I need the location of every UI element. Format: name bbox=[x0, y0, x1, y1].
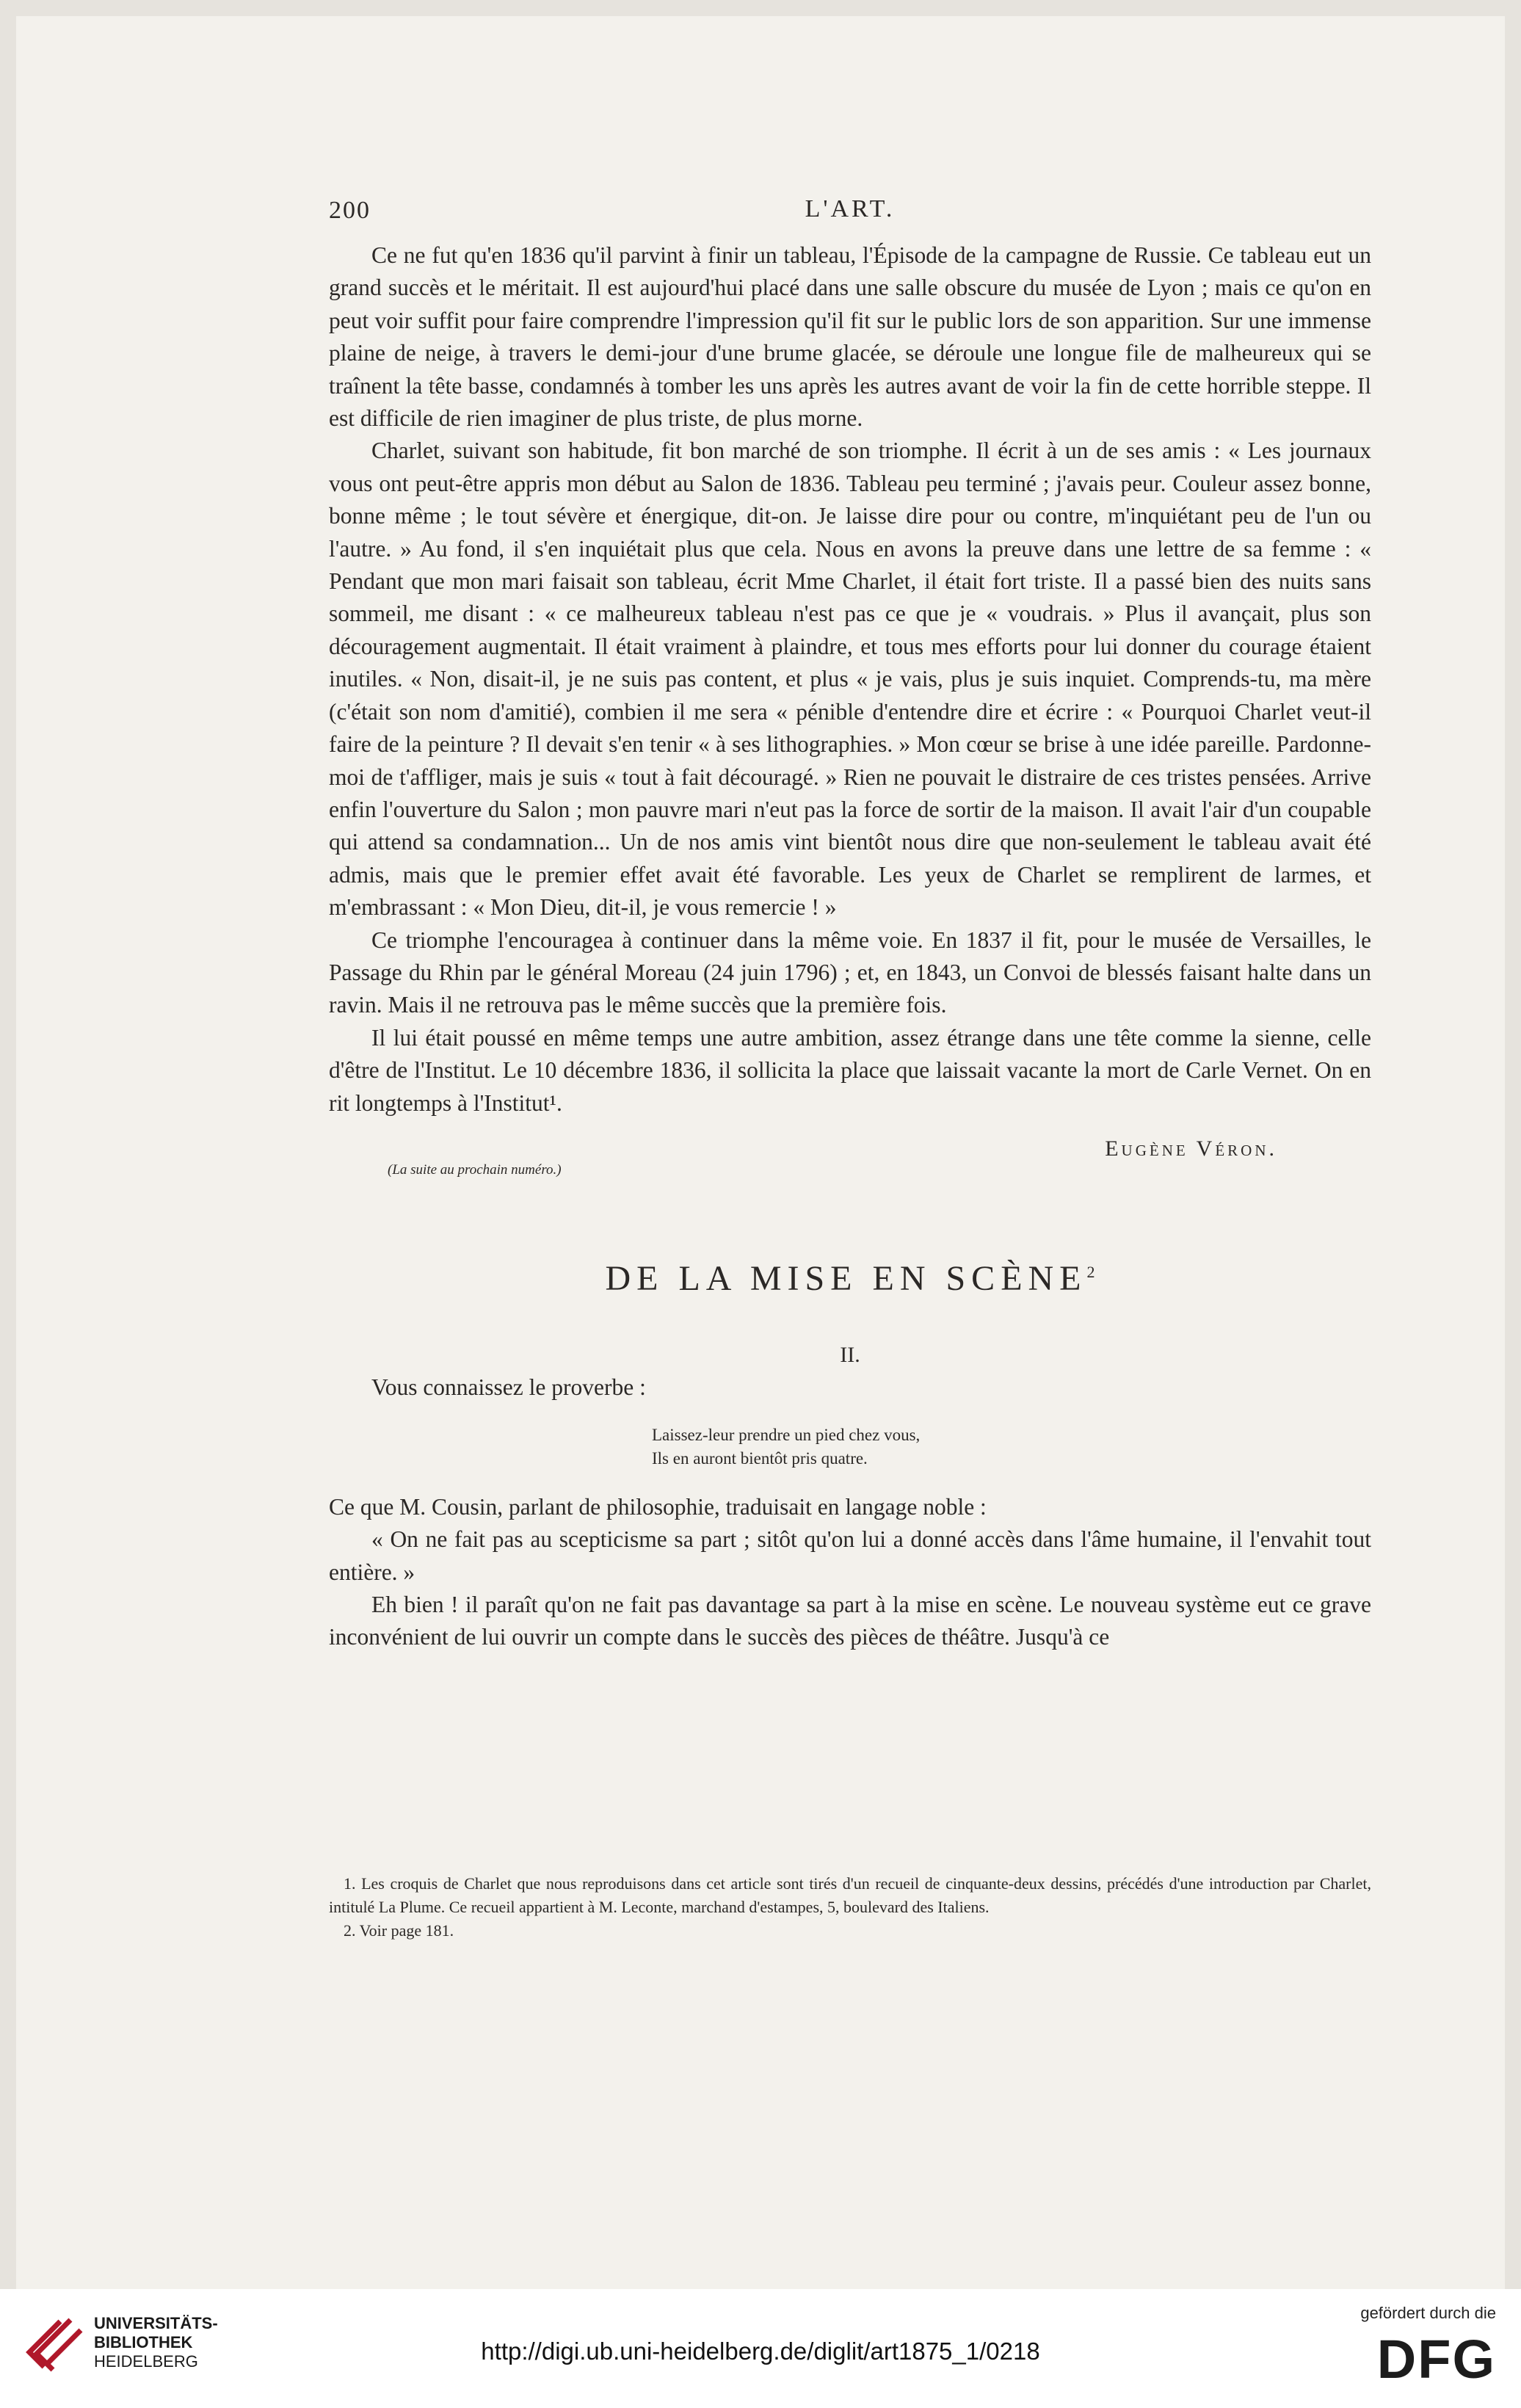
permalink-url[interactable]: http://digi.ub.uni-heidelberg.de/diglit/art1875_1/0218 bbox=[481, 2338, 1040, 2365]
article1-paragraph-2: Charlet, suivant son habitude, fit bon marché de son triomphe. Il écrit à un de ses amis : « Les journaux vous ont peut-être appris mon début au Salon de 1836. Tableau peu terminé ; j'avais peur. Couleur assez bonne, bonne même ; le tout sévère et énergique, dit-on. Je laisse dire pour ou contre, m'inquiétant peu de l'un ou l'autre. » Au fond, il s'en inquiétait plus que cela. Nous en avons la preuve dans une lettre de sa femme : « Pendant que mon mari faisait son tableau, écrit Mme Charlet, il était fort triste. Il a passé bien des nuits sans sommeil, me disant : « ce malheureux tableau n'est pas ce que je « voudrais. » Plus il avançait, plus son découragement augmentait. Il était vraiment à plaindre, et tous mes efforts pour lui donner du courage étaient inutiles. « Non, disait-il, je ne suis pas content, et plus « je vais, plus je suis inquiet. Comprends-tu, ma mère (c'était son nom d'amitié), combien il me sera « pénible d'entendre dire et écrire : « Pourquoi Charlet veut-il faire de la peinture ? Il devait s'en tenir « à ses lithographies. » Mon cœur se brise à une idée pareille. Pardonne-moi de t'affliger, mais je suis « tout à fait découragé. » Rien ne pouvait le distraire de ces tristes pensées. Arrive enfin l'ouverture du Salon ; mon pauvre mari n'eut pas la force de sortir de la maison. Il avait l'air d'un coupable qui attend sa condamnation... Un de nos amis vint bientôt nous dire que non-seulement le tableau avait été admis, mais que le premier effet avait été favorable. Les yeux de Charlet se remplirent de larmes, et m'embrassant : « Mon Dieu, dit-il, je vous remercie ! » bbox=[329, 438, 1371, 921]
dfg-logo[interactable]: DFG bbox=[1376, 2329, 1496, 2390]
footnotes bbox=[329, 1872, 1371, 1943]
verse-line-1: Laissez-leur prendre un pied chez vous, bbox=[652, 1425, 921, 1444]
verse-line-2: Ils en auront bientôt pris quatre. bbox=[652, 1448, 868, 1468]
digitization-footer bbox=[0, 2289, 1521, 2408]
journal-title: L'ART. bbox=[805, 195, 896, 222]
running-header bbox=[329, 189, 1371, 226]
article2-paragraph-3: Eh bien ! il paraît qu'on ne fait pas davantage sa part à la mise en scène. Le nouveau système eut ce grave inconvénient de lui ouvrir un compte dans le succès des pièces de théâtre. Jusqu'à ce bbox=[329, 1592, 1371, 1650]
article1-paragraph-1: Ce ne fut qu'en 1836 qu'il parvint à finir un tableau, l'Épisode de la campagne de Russie. Ce tableau eut un grand succès et le méritait. Il est aujourd'hui placé dans une salle obscure du musée de Lyon ; mais ce qu'on en peut voir suffit pour faire comprendre l'impression qu'il fit sur le public lors de son apparition. Sur une immense plaine de neige, à travers le demi-jour d'une brume glacée, se déroule une longue file de malheureux qui se traînent la tête basse, condamnés à tomber les uns après les autres avant de voir la fin de cette horrible steppe. Il est difficile de rien imaginer de plus triste, de plus morne. bbox=[329, 242, 1371, 432]
article2-intro: Vous connaissez le proverbe : bbox=[371, 1374, 646, 1401]
article2-title-note: 2 bbox=[1086, 1263, 1095, 1282]
article-body bbox=[329, 239, 1371, 1654]
library-line-3: HEIDELBERG bbox=[94, 2352, 198, 2371]
proverb-verse bbox=[652, 1424, 1371, 1470]
article2-title-text: DE LA MISE EN SCÈNE bbox=[605, 1259, 1087, 1299]
footnote-1: 1. Les croquis de Charlet que nous reproduisons dans cet article sont tirés d'un recueil de cinquante-deux dessins, précédés d'une introduction par Charlet, intitulé La Plume. Ce recueil appartient à M. Leconte, marchand d'estampes, 5, boulevard des Italiens. bbox=[329, 1874, 1371, 1916]
footnote-2: 2. Voir page 181. bbox=[344, 1921, 454, 1940]
article2-title bbox=[329, 1250, 1371, 1301]
article2-paragraph-2: « On ne fait pas au scepticisme sa part ; sitôt qu'on lui a donné accès dans l'âme humaine, il l'envahit tout entière. » bbox=[329, 1526, 1371, 1585]
funding-note: gefördert durch die bbox=[1360, 2304, 1496, 2322]
continued-note: (La suite au prochain numéro.) bbox=[388, 1162, 562, 1178]
article1-paragraph-3: Ce triomphe l'encouragea à continuer dans la même voie. En 1837 il fit, pour le musée de Versailles, le Passage du Rhin par le général Moreau (24 juin 1796) ; et, en 1843, un Convoi de blessés faisant halte dans un ravin. Mais il ne retrouva pas le même succès que la première fois. bbox=[329, 926, 1371, 1018]
author-signature: Eugène Véron. bbox=[1105, 1136, 1277, 1161]
article2-paragraph-1: Ce que M. Cousin, parlant de philosophie, traduisait en langage noble : bbox=[329, 1493, 987, 1520]
article1-paragraph-4: Il lui était poussé en même temps une autre ambition, assez étrange dans une tête comme la sienne, celle d'être de l'Institut. Le 10 décembre 1836, il sollicita la place que laissait vacante la mort de Carle Vernet. On en rit longtemps à l'Institut¹. bbox=[329, 1024, 1371, 1116]
library-line-1: UNIVERSITÄTS- bbox=[94, 2314, 218, 2332]
section-number: II. bbox=[840, 1343, 860, 1368]
page-number: 200 bbox=[329, 197, 371, 224]
library-line-2: BIBLIOTHEK bbox=[94, 2333, 193, 2351]
